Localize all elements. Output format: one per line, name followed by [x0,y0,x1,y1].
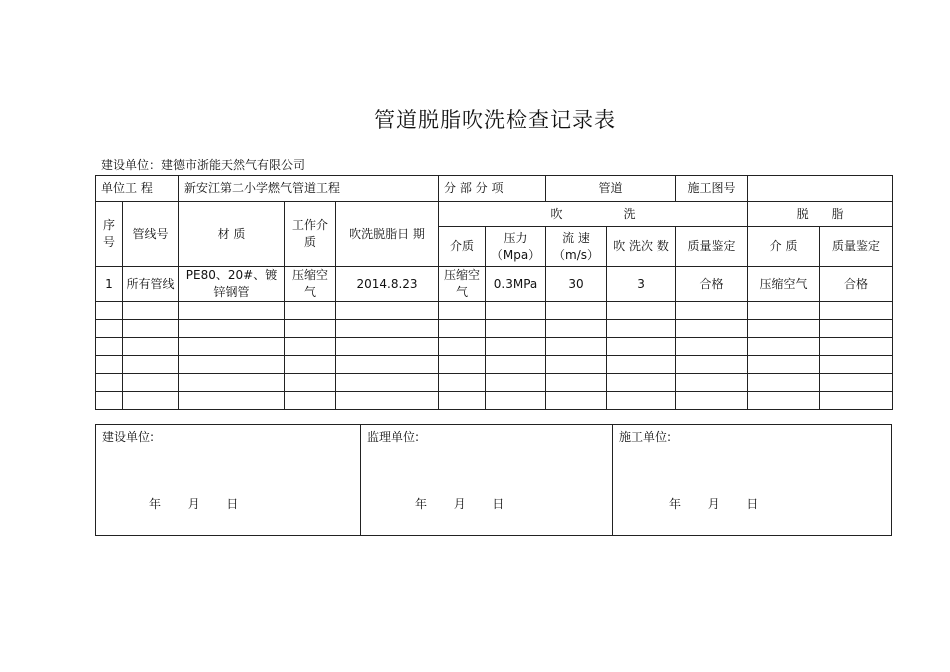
empty-cell [676,392,748,410]
table-row [96,302,893,320]
empty-cell [285,374,336,392]
empty-cell [748,320,820,338]
signature-label: 建设单位: [102,430,155,444]
empty-cell [285,320,336,338]
col-work-medium: 工作介质 [285,202,336,267]
unit-project-value: 新安江第二小学燃气管道工程 [179,176,439,202]
cell-material: PE80、20#、镀锌钢管 [179,267,285,302]
empty-cell [123,338,179,356]
cell-pressure: 0.3MPa [486,267,546,302]
empty-cell [546,356,607,374]
empty-cell [607,302,676,320]
empty-cell [96,374,123,392]
empty-cell [336,356,439,374]
empty-cell [486,392,546,410]
col-purge-count: 吹 洗次 数 [607,227,676,267]
col-pressure: 压力（Mpa） [486,227,546,267]
empty-cell [820,320,893,338]
empty-cell [748,302,820,320]
empty-cell [336,392,439,410]
empty-cell [96,320,123,338]
empty-cell [546,302,607,320]
empty-cell [439,392,486,410]
empty-cell [439,338,486,356]
col-seq: 序号 [96,202,123,267]
table-row [96,392,893,410]
empty-cell [179,302,285,320]
empty-cell [676,374,748,392]
empty-cell [123,356,179,374]
empty-cell [123,302,179,320]
empty-cell [486,320,546,338]
drawing-no-value [748,176,893,202]
empty-cell [179,356,285,374]
empty-cell [748,338,820,356]
header-info-row [96,176,893,202]
table-row [96,356,893,374]
empty-cell [439,356,486,374]
empty-cell [486,338,546,356]
empty-cell [607,338,676,356]
empty-cell [486,356,546,374]
signature-date: 年 月 日 [149,497,239,511]
empty-cell [285,392,336,410]
empty-cell [439,302,486,320]
empty-cell [96,392,123,410]
empty-cell [546,374,607,392]
empty-cell [820,356,893,374]
table-row [96,374,893,392]
cell-degrease-quality: 合格 [820,267,893,302]
empty-cell [486,302,546,320]
empty-cell [546,320,607,338]
cell-degrease-medium: 压缩空气 [748,267,820,302]
subdivision-label: 分 部 分 项 [439,176,546,202]
signature-box-supervision [360,424,613,536]
empty-cell [179,374,285,392]
cell-seq: 1 [96,267,123,302]
empty-cell [820,374,893,392]
table-row [96,320,893,338]
empty-cell [336,302,439,320]
empty-cell [123,320,179,338]
empty-cell [96,302,123,320]
empty-cell [123,374,179,392]
col-degrease-quality: 质量鉴定 [820,227,893,267]
empty-cell [820,392,893,410]
column-header-row-1 [96,202,893,227]
empty-cell [820,338,893,356]
construction-unit-line: 建设单位：建德市浙能天然气有限公司 [101,158,306,172]
empty-cell [336,338,439,356]
cell-purge-quality: 合格 [676,267,748,302]
empty-cell [285,338,336,356]
col-degrease-medium: 介 质 [748,227,820,267]
empty-cell [179,338,285,356]
unit-project-label: 单位工 程 [96,176,179,202]
empty-cell [676,338,748,356]
empty-cell [179,392,285,410]
col-date: 吹洗脱脂日 期 [336,202,439,267]
col-purge-medium: 介质 [439,227,486,267]
empty-cell [96,338,123,356]
empty-cell [123,392,179,410]
cell-line-no: 所有管线 [123,267,179,302]
signature-box-construction [95,424,361,536]
empty-rows [96,302,893,410]
empty-cell [607,320,676,338]
empty-cell [285,302,336,320]
empty-cell [96,356,123,374]
empty-cell [607,374,676,392]
signature-box-contractor [612,424,892,536]
empty-cell [336,374,439,392]
empty-cell [748,356,820,374]
signature-date: 年 月 日 [669,497,759,511]
cell-purge-medium: 压缩空气 [439,267,486,302]
signature-label: 监理单位: [367,430,420,444]
cell-flow-speed: 30 [546,267,607,302]
page-title: 管道脱脂吹洗检查记录表 [374,108,616,132]
empty-cell [439,374,486,392]
table-row [96,267,893,302]
empty-cell [546,392,607,410]
empty-cell [748,374,820,392]
empty-cell [179,320,285,338]
empty-cell [336,320,439,338]
empty-cell [607,356,676,374]
empty-cell [676,320,748,338]
cell-work-medium: 压缩空气 [285,267,336,302]
empty-cell [546,338,607,356]
col-flow-speed: 流 速（m/s） [546,227,607,267]
empty-cell [676,356,748,374]
empty-cell [676,302,748,320]
col-line-no: 管线号 [123,202,179,267]
col-degrease-group: 脱 脂 [748,202,893,227]
empty-cell [439,320,486,338]
cell-date: 2014.8.23 [336,267,439,302]
subdivision-value: 管道 [546,176,676,202]
empty-cell [607,392,676,410]
signature-label: 施工单位: [619,430,672,444]
record-table [95,175,893,410]
table-row [96,338,893,356]
col-purge-group: 吹 洗 [439,202,748,227]
col-purge-quality: 质量鉴定 [676,227,748,267]
signature-date: 年 月 日 [415,497,505,511]
col-material: 材 质 [179,202,285,267]
drawing-no-label: 施工图号 [676,176,748,202]
empty-cell [820,302,893,320]
empty-cell [748,392,820,410]
cell-purge-count: 3 [607,267,676,302]
empty-cell [285,356,336,374]
empty-cell [486,374,546,392]
